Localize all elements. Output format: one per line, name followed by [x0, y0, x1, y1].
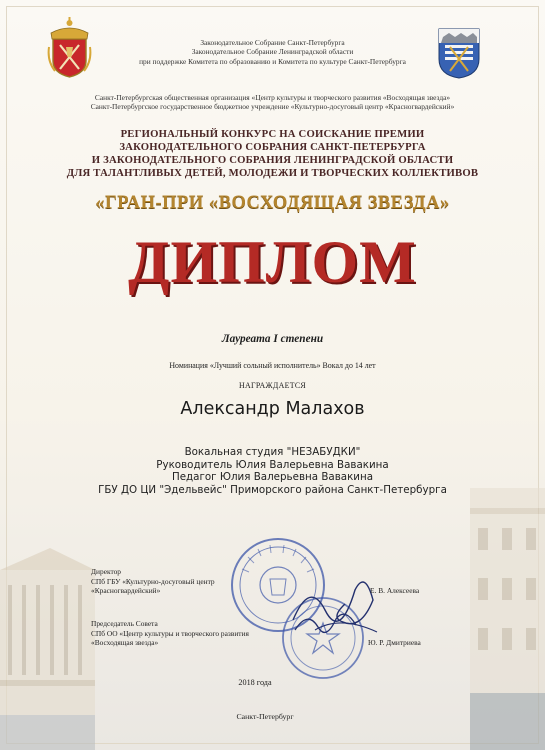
- contest-line-1: РЕГИОНАЛЬНЫЙ КОНКУРС НА СОИСКАНИЕ ПРЕМИИ: [120, 128, 425, 140]
- contest-line-2: ЗАКОНОДАТЕЛЬНОГО СОБРАНИЯ САНКТ-ПЕТЕРБУРГА: [119, 141, 426, 154]
- chair-title: Председатель Совета: [91, 619, 158, 628]
- building-illustration-right: [470, 488, 545, 750]
- director-org-line-1: СПб ГБУ «Культурно-досуговый центр: [91, 576, 215, 586]
- teacher-line: Педагог Юлия Валерьевна Вавакина: [171, 471, 374, 483]
- diploma-heading: ДИПЛОМ: [128, 229, 417, 295]
- school-line: ГБУ ДО ЦИ "Эдельвейс" Приморского района Санкт-Петербурга: [98, 483, 447, 496]
- signature-chair: [290, 605, 365, 645]
- contest-line-3: И ЗАКОНОДАТЕЛЬНОГО СОБРАНИЯ ЛЕНИНГРАДСКОЙ ОБЛАСТИ: [91, 154, 454, 167]
- laureate-degree: Лауреата I степени: [221, 333, 324, 345]
- chair-name: Ю. Р. Дмитриева: [368, 638, 421, 647]
- chair-org-line-1: СПб ОО «Центр культуры и творческого развития: [91, 628, 249, 638]
- awardee-name: Александр Малахов: [180, 399, 365, 419]
- leader-line: Руководитель Юлия Валерьевна Вавакина: [156, 458, 389, 471]
- header-block: [120, 38, 425, 66]
- chair-org-line-2: «Восходящая звезда»: [91, 638, 159, 648]
- year: 2018 года: [238, 678, 272, 687]
- nomination-text: Номинация «Лучший сольный исполнитель» Вокал до 14 лет: [169, 361, 376, 370]
- chair-block: [91, 619, 301, 648]
- header-line-1: Законодательное Собрание Санкт-Петербурга: [200, 38, 345, 47]
- leningrad-oblast-coat-of-arms-icon: [437, 27, 481, 79]
- awarded-label: НАГРАЖДАЕТСЯ: [239, 381, 306, 390]
- director-block: [91, 567, 281, 596]
- header-line-2: Законодательное Собрание Ленинградской области: [191, 47, 354, 57]
- organizers-block: [40, 93, 505, 112]
- awardee-details: [40, 446, 505, 496]
- director-org-line-2: «Красногвардейский»: [91, 586, 161, 596]
- director-name: Е. В. Алексеева: [370, 586, 420, 595]
- studio-name: Вокальная студия "НЕЗАБУДКИ": [184, 446, 361, 458]
- organizer-line-1: Санкт-Петербургская общественная организация «Центр культуры и творческого развития «Восходящая звезда»: [94, 93, 451, 102]
- grand-prix-title: «ГРАН-ПРИ «ВОСХОДЯЩАЯ ЗВЕЗДА»: [95, 193, 450, 213]
- city: Санкт-Петербург: [236, 712, 294, 721]
- contest-line-4: ДЛЯ ТАЛАНТЛИВЫХ ДЕТЕЙ, МОЛОДЕЖИ И ТВОРЧЕСКИХ КОЛЛЕКТИВОВ: [66, 167, 479, 180]
- director-title: Директор: [91, 567, 121, 576]
- organizer-line-2: Санкт-Петербургское государственное бюджетное учреждение «Культурно-досуговый центр «Красногвардейский»: [90, 102, 455, 112]
- building-illustration-left: [0, 540, 95, 750]
- header-line-3: при поддержке Комитета по образованию и Комитета по культуре Санкт-Петербурга: [139, 56, 406, 66]
- contest-title: [30, 128, 515, 180]
- st-petersburg-coat-of-arms-icon: [47, 17, 92, 79]
